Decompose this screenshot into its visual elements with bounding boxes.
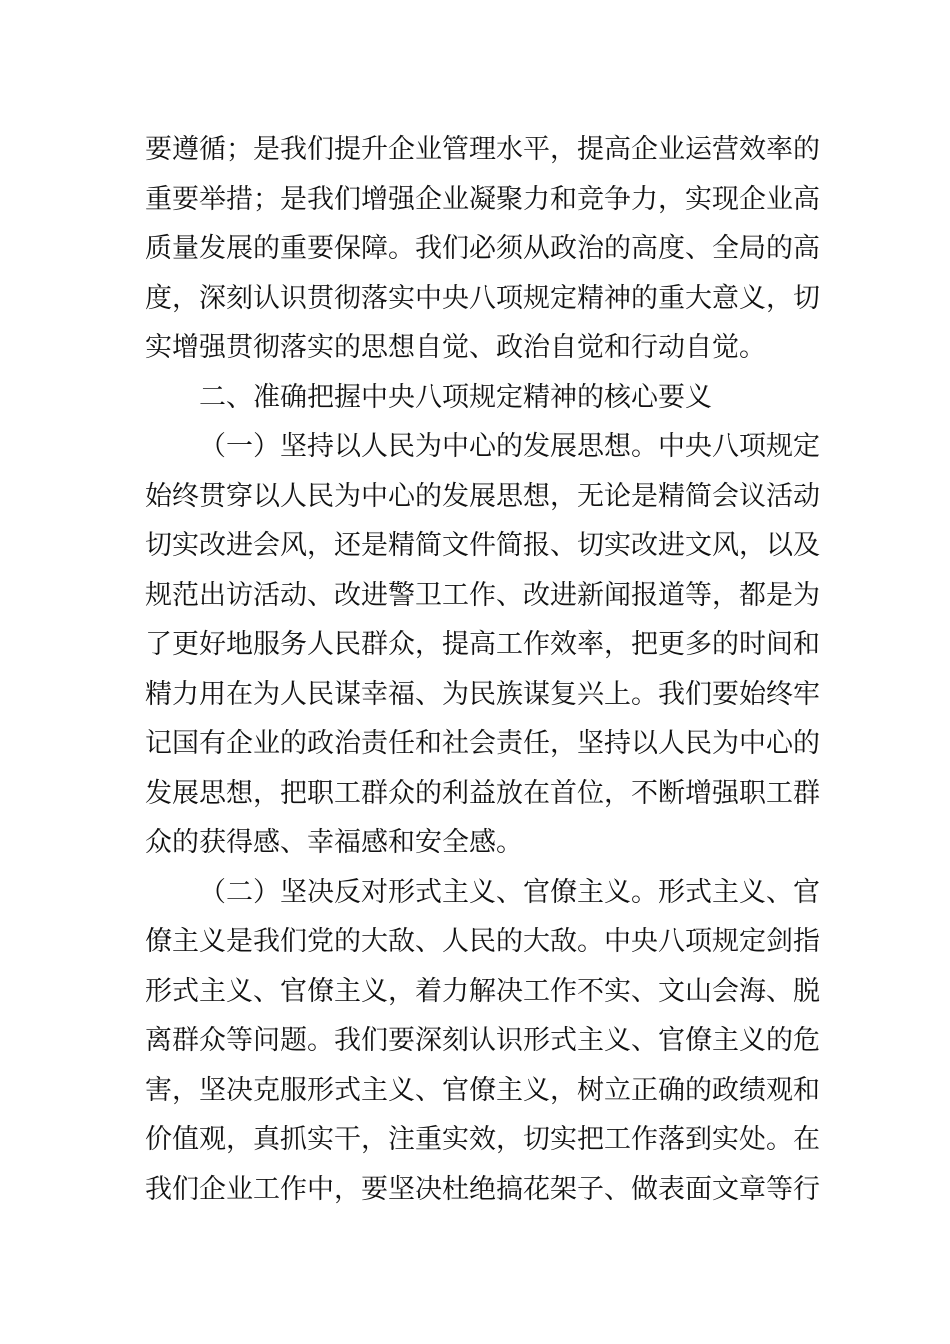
text-line: 我们企业工作中，要坚决杜绝搞花架子、做表面文章等行 xyxy=(145,1173,820,1205)
text-line: 精力用在为人民谋幸福、为民族谋复兴上。我们要始终牢 xyxy=(145,678,820,710)
text-line: 形式主义、官僚主义，着力解决工作不实、文山会海、脱 xyxy=(145,975,820,1007)
text-line: 了更好地服务人民群众，提高工作效率，把更多的时间和 xyxy=(145,629,820,660)
text-line: 离群众等问题。我们要深刻认识形式主义、官僚主义的危 xyxy=(145,1025,820,1056)
item-2-paragraph xyxy=(145,868,820,1215)
text-line: 发展思想，把职工群众的利益放在首位，不断增强职工群 xyxy=(145,777,820,809)
text-line: 僚主义是我们党的大敌、人民的大敌。中央八项规定剑指 xyxy=(145,926,820,957)
text-line: 质量发展的重要保障。我们必须从政治的高度、全局的高 xyxy=(145,233,820,264)
paragraph-intro xyxy=(145,125,820,373)
document-body xyxy=(145,125,820,1214)
text-line: 要遵循；是我们提升企业管理水平，提高企业运营效率的 xyxy=(145,134,820,165)
text-line: 规范出访活动、改进警卫工作、改进新闻报道等，都是为 xyxy=(145,579,820,611)
text-line: （一）坚持以人民为中心的发展思想。中央八项规定 xyxy=(199,431,820,462)
text-line: 价值观，真抓实干，注重实效，切实把工作落到实处。在 xyxy=(145,1124,820,1155)
text-line: 记国有企业的政治责任和社会责任，坚持以人民为中心的 xyxy=(145,728,820,759)
text-line: （二）坚决反对形式主义、官僚主义。形式主义、官 xyxy=(199,876,820,908)
text-line: 众的获得感、幸福感和安全感。 xyxy=(145,827,523,858)
text-line: 度，深刻认识贯彻落实中央八项规定精神的重大意义，切 xyxy=(145,282,820,314)
text-line: 实增强贯彻落实的思想自觉、政治自觉和行动自觉。 xyxy=(145,332,766,363)
text-line: 始终贯穿以人民为中心的发展思想，无论是精简会议活动 xyxy=(145,480,820,512)
item-1-paragraph xyxy=(145,422,820,868)
section-heading: 二、准确把握中央八项规定精神的核心要义 xyxy=(199,381,712,413)
text-line: 重要举措；是我们增强企业凝聚力和竞争力，实现企业高 xyxy=(145,183,820,215)
text-line: 害，坚决克服形式主义、官僚主义，树立正确的政绩观和 xyxy=(145,1074,820,1106)
text-line: 切实改进会风，还是精简文件简报、切实改进文风，以及 xyxy=(145,530,820,561)
